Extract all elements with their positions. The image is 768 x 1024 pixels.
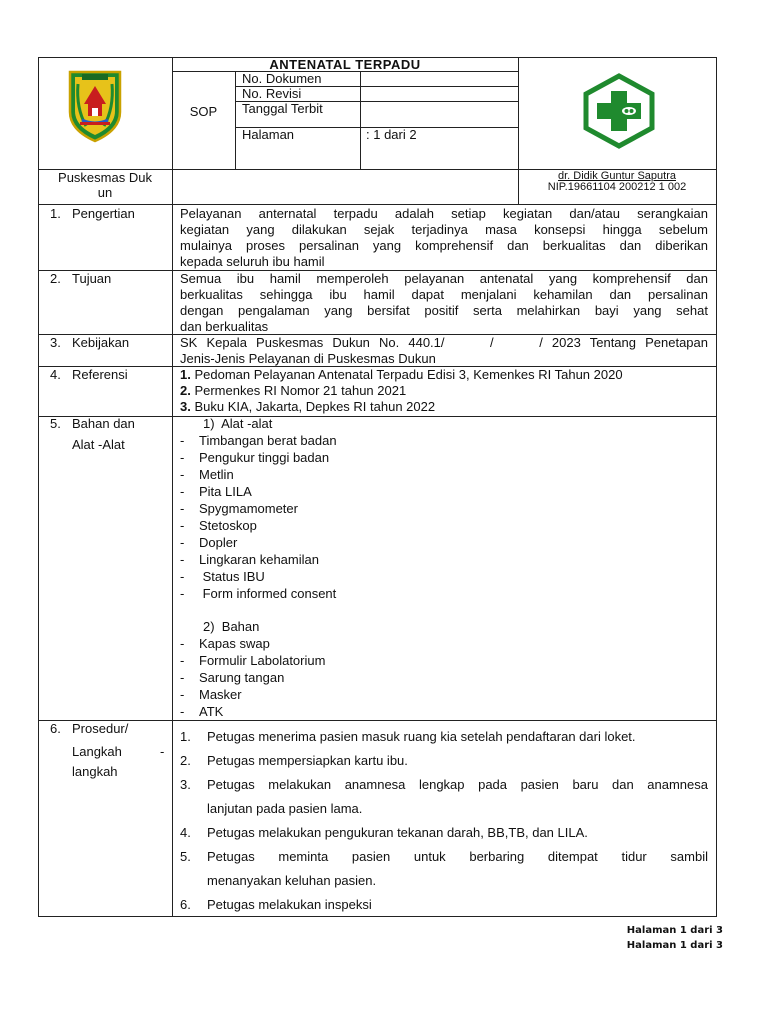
list-bullet: - <box>180 670 185 685</box>
sop-label: SOP <box>189 104 218 119</box>
list-item <box>180 500 337 517</box>
list-item-text: Lingkaran kehamilan <box>199 552 319 567</box>
text-line: SK Kepala Puskesmas Dukun No. 440.1/ / / 2023 Tentang Penetapan <box>180 335 708 350</box>
reference-item <box>180 383 406 399</box>
signatory-name: dr. Didik Guntur Saputra <box>557 170 676 182</box>
step-text: Petugas meminta pasien untuk berbaring ditempat tidur sambil <box>207 849 708 864</box>
procedure-steps <box>180 725 708 917</box>
section-label: Pengertian <box>72 206 135 221</box>
list-item-text: Stetoskop <box>199 518 257 533</box>
list-bullet: - <box>180 433 185 448</box>
list-item <box>180 432 337 449</box>
signatory-nip: NIP.19661104 200212 1 002 <box>547 181 687 193</box>
list-item <box>180 703 325 720</box>
step-text: Petugas melakukan anamnesa lengkap pada pasien baru dan anamnesa <box>207 777 708 792</box>
list-bullet: - <box>180 704 185 719</box>
text-line: berkualitas sehingga ibu hamil dapat menjalani kehamilan dan persalinan <box>180 287 708 302</box>
step-number: 4. <box>180 825 191 840</box>
list-item <box>180 669 325 686</box>
step-text: Petugas melakukan pengukuran tekanan darah, BB,TB, dan LILA. <box>207 825 588 840</box>
step-text: lanjutan pada pasien lama. <box>207 801 363 816</box>
list-item-text: Timbangan berat badan <box>199 433 337 448</box>
list-item-text: Spygmamometer <box>199 501 298 516</box>
list-item-text: ATK <box>199 704 224 719</box>
list-item-text: Status IBU <box>199 569 265 584</box>
procedure-step <box>180 821 708 845</box>
section-number: 2. <box>50 271 61 286</box>
page-number: Halaman 1 dari 3 <box>626 925 723 936</box>
text-line: Jenis-Jenis Pelayanan di Puskesmas Dukun <box>180 351 436 366</box>
section-label: Prosedur/ <box>72 721 129 736</box>
list-bullet: - <box>180 569 185 584</box>
text-line: kegiatan yang dilakukan sejak terjadinya masa konsepsi hingga sebelum <box>180 222 708 237</box>
list-bullet: - <box>180 450 185 465</box>
header-row-label: Halaman <box>242 127 295 142</box>
bahan-heading: 2) Bahan <box>203 619 260 634</box>
section-number: 3. <box>50 335 61 350</box>
section-label: Tujuan <box>72 271 112 286</box>
header-row-label: Tanggal Terbit <box>242 101 323 116</box>
list-bullet: - <box>180 501 185 516</box>
step-text: Petugas mempersiapkan kartu ibu. <box>207 753 408 768</box>
reference-number: 3. <box>180 399 191 414</box>
header-row-label: No. Dokumen <box>242 71 322 86</box>
alat-list <box>180 432 337 602</box>
list-item <box>180 517 337 534</box>
procedure-step <box>180 749 708 773</box>
section-label-dash: - <box>160 744 165 759</box>
list-item-text: Dopler <box>199 535 238 550</box>
document-title: ANTENATAL TERPADU <box>269 57 421 72</box>
list-item-text: Form informed consent <box>199 586 337 601</box>
list-item-text: Pita LILA <box>199 484 252 499</box>
puskesmas-cross-icon <box>582 73 656 149</box>
step-number: 6. <box>180 897 191 912</box>
section-label: Bahan dan <box>72 416 135 431</box>
regency-crest-icon <box>66 68 124 144</box>
section-number: 5. <box>50 416 61 431</box>
step-number: 1. <box>180 729 191 744</box>
reference-item <box>180 399 435 415</box>
list-item <box>180 449 337 466</box>
step-text: menanyakan keluhan pasien. <box>207 873 377 888</box>
step-number: 3. <box>180 777 191 792</box>
list-item <box>180 585 337 602</box>
list-item <box>180 686 325 703</box>
list-item-text: Metlin <box>199 467 234 482</box>
procedure-step <box>180 773 708 821</box>
section-label-continued: Langkah <box>72 744 122 759</box>
step-text: Petugas melakukan inspeksi <box>207 897 372 912</box>
list-item <box>180 466 337 483</box>
list-item <box>180 483 337 500</box>
header-row-value: : 1 dari 2 <box>366 127 417 142</box>
list-item <box>180 652 325 669</box>
list-item <box>180 635 325 652</box>
list-item-text: Kapas swap <box>199 636 270 651</box>
procedure-step <box>180 893 708 917</box>
list-item-text: Pengukur tinggi badan <box>199 450 330 465</box>
text-line: dengan pengalaman yang bersifat positif serta melahirkan bayi yang sehat <box>180 303 708 318</box>
bahan-list <box>180 635 325 720</box>
list-item-text: Masker <box>199 687 242 702</box>
organization-name-continued: un <box>97 185 113 200</box>
procedure-step <box>180 845 708 893</box>
step-number: 2. <box>180 753 191 768</box>
list-bullet: - <box>180 535 185 550</box>
text-line: dan berkualitas <box>180 319 269 334</box>
reference-item <box>180 367 623 383</box>
reference-text: Buku KIA, Jakarta, Depkes RI tahun 2022 <box>190 399 436 414</box>
list-bullet: - <box>180 653 185 668</box>
reference-text: Permenkes RI Nomor 21 tahun 2021 <box>190 383 407 398</box>
section-label-continued: Alat -Alat <box>72 437 125 452</box>
reference-text: Pedoman Pelayanan Antenatal Terpadu Edisi 3, Kemenkes RI Tahun 2020 <box>190 367 623 382</box>
list-item <box>180 551 337 568</box>
text-line: Semua ibu hamil memperoleh pelayanan antenatal yang komprehensif dan <box>180 271 708 286</box>
reference-number: 1. <box>180 367 191 382</box>
section-number: 6. <box>50 721 61 736</box>
list-bullet: - <box>180 518 185 533</box>
kebijakan-text <box>180 335 708 367</box>
procedure-step <box>180 725 708 749</box>
list-bullet: - <box>180 636 185 651</box>
section-number: 1. <box>50 206 61 221</box>
list-bullet: - <box>180 586 185 601</box>
list-bullet: - <box>180 687 185 702</box>
alat-heading: 1) Alat -alat <box>203 416 273 431</box>
organization-name: Puskesmas Duk <box>58 170 152 185</box>
section-number: 4. <box>50 367 61 382</box>
section-label: Kebijakan <box>72 335 130 350</box>
pengertian-text <box>180 206 708 270</box>
page-number: Halaman 1 dari 3 <box>626 940 723 951</box>
list-item-text: Formulir Labolatorium <box>199 653 326 668</box>
reference-number: 2. <box>180 383 191 398</box>
list-item <box>180 534 337 551</box>
header-row-label: No. Revisi <box>242 86 302 101</box>
text-line: Pelayanan anternatal terpadu adalah setiap kegiatan dan/atau serangkaian <box>180 206 708 221</box>
tujuan-text <box>180 271 708 335</box>
text-line: mulainya proses persalinan yang komprehensif dan berkualitas dan diberikan <box>180 238 708 253</box>
list-bullet: - <box>180 484 185 499</box>
list-item <box>180 568 337 585</box>
section-label: Referensi <box>72 367 128 382</box>
step-number: 5. <box>180 849 191 864</box>
section-label-continued: langkah <box>72 764 118 779</box>
list-bullet: - <box>180 552 185 567</box>
list-item-text: Sarung tangan <box>199 670 285 685</box>
text-line: kepada seluruh ibu hamil <box>180 254 325 269</box>
list-bullet: - <box>180 467 185 482</box>
step-text: Petugas menerima pasien masuk ruang kia setelah pendaftaran dari loket. <box>207 729 636 744</box>
